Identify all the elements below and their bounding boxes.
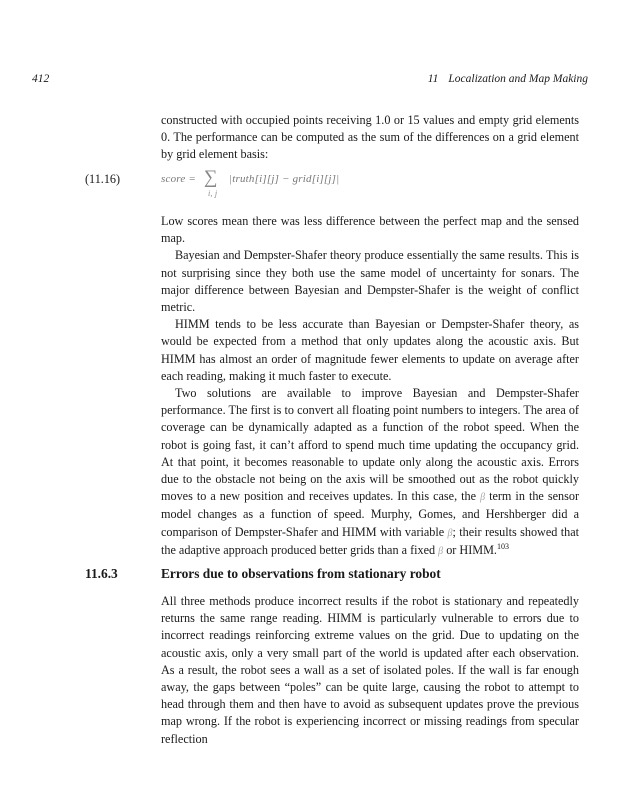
paragraph-bayesian: Bayesian and Dempster-Shafer theory produce essentially the same results. This is not surprising since they both use the same model of uncertainty for sonars. The major difference between Bayesian and Dempster-Shafer is the weight of conflict metric. [161,248,579,315]
equation-body [161,167,340,198]
beta-symbol: β [438,545,444,557]
main-text [161,213,579,560]
paragraph-himm: HIMM tends to be less accurate than Bayesian or Dempster-Shafer theory, as would be expected from a method that only updates along the acoustic axis. But HIMM has almost an order of magnitude fewer elements to update on average after each reading, making it much faster to execute. [161,317,579,383]
section-number: 11.6.3 [85,566,118,581]
beta-symbol: β [480,492,486,504]
equation-rhs: |truth[i][j] − grid[i][j]| [229,173,340,185]
running-head [428,73,588,85]
sum-symbol: ∑ [204,167,218,188]
paragraph-stationary: All three methods produce incorrect results if the robot is stationary and repeatedly returns the same range reading. HIMM is particularly vulnerable to errors due to incorrect readings reinforcing extreme values on the grid. Due to updating on the acoustic axis, only a very small part of the world is updated after each observation. As a result, the robot sees a wall as a set of isolated poles. If the wall is far enough away, the gaps between “poles” can be quite large, causing the robot to attempt to head through them and then have to avoid as subsequent updates prove the previous map wrong. If the robot is experiencing incorrect or missing readings from specular reflection [161,594,579,746]
chapter-title: Localization and Map Making [448,73,588,85]
equation-11-16 [85,169,579,203]
equation-number: (11.16) [85,172,121,186]
intro-text [161,112,579,164]
paragraph-low-scores: Low scores mean there was less difference between the perfect map and the sensed map. [161,214,579,246]
solutions-text-d: or HIMM. [446,542,497,557]
solutions-text-b: term in the sensor model changes as a function of speed. Murphy, Gomes, and Hershberger did a comparison of Dempster-Shafer and HIMM with variable [161,489,579,539]
section-title: Errors due to observations from stationary robot [161,566,441,581]
equation-lhs: score = [161,173,196,185]
footnote-ref: 103 [496,541,509,551]
sum-subscript: i, j [208,189,218,198]
beta-symbol: β [447,527,453,539]
page-number: 412 [32,73,50,85]
running-header [32,73,588,89]
solutions-text-a: Two solutions are available to improve Bayesian and Dempster-Shafer performance. The first is to convert all floating point numbers to integers. The area of coverage can be dynamically adapted as a function of the robot speed. When the robot is going fast, it can’t afford to spend much time updating the occupancy grid. At that point, it becomes reasonable to update only along the acoustic axis. Errors due to the obstacle not being on the axis will be smoothed out as the robot quickly moves to a new position and receives updates. In this case, the [161,386,579,504]
sum-symbol-group [204,167,226,198]
solutions-text-c: ; their results showed that the adaptive approach produced better grids than a fixed [161,524,579,557]
paragraph-solutions [161,385,579,560]
paragraph-intro: constructed with occupied points receiving 1.0 or 15 values and empty grid elements 0. The performance can be computed as the sum of the differences on a grid element by grid element basis: [161,113,579,162]
section-text [161,593,579,748]
chapter-number: 11 [427,73,439,85]
